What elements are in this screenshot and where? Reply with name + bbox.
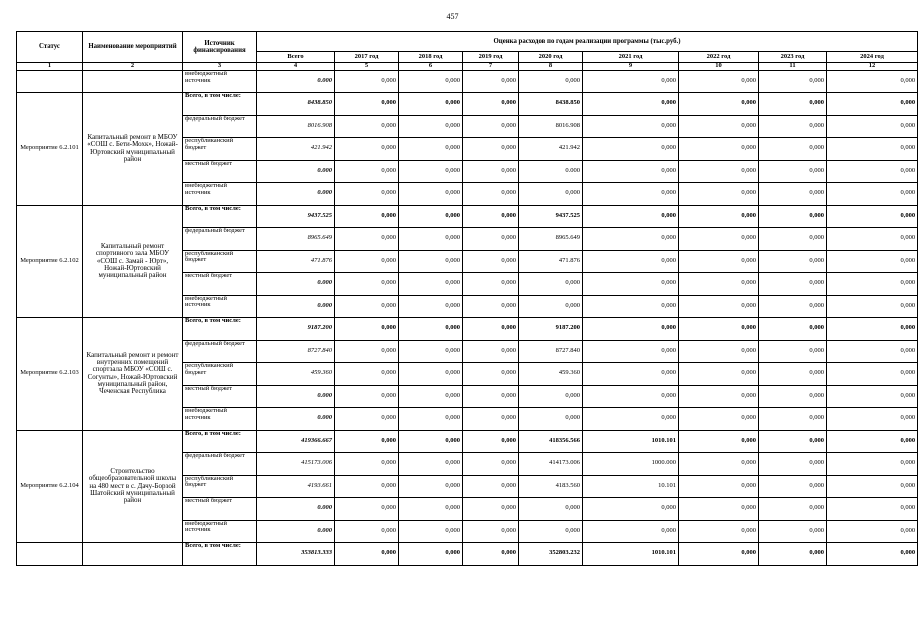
value-cell: 352803.232 [519,543,583,566]
value-cell: 0,000 [463,430,519,453]
value-cell: 0,000 [335,385,399,408]
value-cell: 0,000 [679,93,759,116]
name-header: Наименование мероприятий [83,32,183,63]
column-number: 1 [17,63,83,71]
value-cell: 0,000 [827,520,918,543]
name-cell [83,543,183,566]
year-header: 2022 год [679,52,759,63]
source-cell: местный бюджет [183,273,257,296]
value-cell: 0,000 [399,228,463,251]
value-cell: 0,000 [399,295,463,318]
value-cell: 0,000 [679,115,759,138]
value-cell: 0,000 [463,295,519,318]
value-cell: 0,000 [583,250,679,273]
value-cell: 0,000 [827,228,918,251]
measure-name-cell: Капитальный ремонт спортивного зала МБОУ «СОШ с. Замай - Юрт», Ножай-Юртовский муниципальный район [83,205,183,318]
table-row [17,543,918,566]
value-cell: 0,000 [583,340,679,363]
value-cell: 0,000 [827,430,918,453]
year-header: 2017 год [335,52,399,63]
source-cell: внебюджетный источник [183,183,257,206]
value-cell: 0,000 [463,318,519,341]
total-cell: 8016.908 [257,115,335,138]
total-cell: 4193.661 [257,475,335,498]
table-row [17,430,918,453]
column-number: 3 [183,63,257,71]
value-cell: 1010.101 [583,543,679,566]
value-cell: 0,000 [759,93,827,116]
value-cell: 1010.101 [583,430,679,453]
value-cell: 0,000 [827,295,918,318]
value-cell: 0,000 [335,71,399,93]
value-cell: 0.000 [519,160,583,183]
total-cell: 0.000 [257,295,335,318]
value-cell: 4183.560 [519,475,583,498]
source-cell: внебюджетный источник [183,295,257,318]
value-cell: 0,000 [827,475,918,498]
value-cell: 0,000 [827,183,918,206]
value-cell: 0,000 [399,408,463,431]
value-cell: 0,000 [759,363,827,386]
total-cell: 0.000 [257,520,335,543]
value-cell: 0,000 [463,138,519,161]
value-cell: 0,000 [399,498,463,521]
total-cell: 421.942 [257,138,335,161]
value-cell: 0,000 [335,115,399,138]
value-cell: 0,000 [335,543,399,566]
column-number: 8 [519,63,583,71]
value-cell: 0,000 [583,273,679,296]
value-cell: 0,000 [583,498,679,521]
value-cell: 0,000 [335,183,399,206]
value-cell: 0,000 [399,138,463,161]
value-cell: 0,000 [463,250,519,273]
value-cell: 418356.566 [519,430,583,453]
value-cell: 0,000 [759,160,827,183]
value-cell: 0,000 [679,543,759,566]
value-cell: 0,000 [827,318,918,341]
source-cell: республиканский бюджет [183,250,257,273]
value-cell: 0,000 [399,250,463,273]
value-cell: 0,000 [463,273,519,296]
value-cell: 0,000 [827,408,918,431]
value-cell: 9437.525 [519,205,583,228]
value-cell: 0,000 [335,430,399,453]
value-cell: 0,000 [583,385,679,408]
value-cell: 0,000 [399,273,463,296]
source-cell: федеральный бюджет [183,115,257,138]
total-cell: 459.360 [257,363,335,386]
total-cell: 0.000 [257,385,335,408]
year-header: 2019 год [463,52,519,63]
header-row [17,32,918,52]
value-cell: 0,000 [827,543,918,566]
value-cell: 0,000 [463,453,519,476]
value-cell: 0,000 [759,498,827,521]
total-cell: 9437.525 [257,205,335,228]
value-cell: 0,000 [583,520,679,543]
value-cell: 0,000 [759,453,827,476]
value-cell: 0,000 [827,385,918,408]
value-cell: 0,000 [519,408,583,431]
total-cell: 0.000 [257,183,335,206]
value-cell: 0,000 [399,543,463,566]
value-cell: 0,000 [583,363,679,386]
value-cell: 0,000 [583,408,679,431]
total-cell: 353813.333 [257,543,335,566]
source-cell: Всего, в том числе: [183,318,257,341]
value-cell: 0,000 [827,71,918,93]
source-cell: республиканский бюджет [183,475,257,498]
value-cell: 0,000 [679,385,759,408]
column-number: 4 [257,63,335,71]
page-number: 457 [446,12,459,21]
value-cell: 0,000 [679,71,759,93]
value-cell: 0,000 [583,115,679,138]
source-cell: местный бюджет [183,160,257,183]
value-cell: 0,000 [399,363,463,386]
value-cell: 0,000 [399,430,463,453]
source-cell: Всего, в том числе: [183,430,257,453]
source-cell: федеральный бюджет [183,228,257,251]
value-cell: 0,000 [759,250,827,273]
column-number: 12 [827,63,918,71]
value-cell: 0,000 [399,71,463,93]
source-cell: Всего, в том числе: [183,93,257,116]
value-cell: 0,000 [399,520,463,543]
value-cell: 0,000 [679,273,759,296]
value-cell: 0,000 [583,71,679,93]
year-header: 2023 год [759,52,827,63]
value-cell: 0,000 [463,408,519,431]
value-cell: 0,000 [759,295,827,318]
value-cell: 0,000 [519,71,583,93]
value-cell: 0,000 [827,160,918,183]
value-cell: 0,000 [463,385,519,408]
column-number: 9 [583,63,679,71]
value-cell: 0,000 [399,205,463,228]
value-cell: 0,000 [679,318,759,341]
value-cell: 0,000 [399,160,463,183]
total-cell: 471.876 [257,250,335,273]
column-number: 6 [399,63,463,71]
value-cell: 0,000 [583,205,679,228]
value-cell: 0,000 [679,295,759,318]
table-row [17,318,918,341]
value-cell: 8727.840 [519,340,583,363]
value-cell: 0,000 [335,318,399,341]
value-cell: 0,000 [463,115,519,138]
value-cell: 0,000 [679,183,759,206]
value-cell: 0,000 [463,71,519,93]
total-cell: 0.000 [257,498,335,521]
value-cell: 0,000 [827,340,918,363]
value-cell: 0,000 [583,93,679,116]
value-cell: 10.101 [583,475,679,498]
source-header: Источник финансирования [183,32,257,63]
column-number: 7 [463,63,519,71]
value-cell: 0,000 [399,183,463,206]
table-row [17,93,918,116]
source-cell: внебюджетный источник [183,71,257,93]
status-cell [17,543,83,566]
value-cell: 0,000 [399,475,463,498]
source-cell: местный бюджет [183,385,257,408]
value-cell: 0,000 [679,453,759,476]
total-cell: 0.000 [257,273,335,296]
value-cell: 0,000 [583,183,679,206]
value-cell: 0,000 [399,115,463,138]
source-cell: республиканский бюджет [183,138,257,161]
value-cell: 0,000 [583,138,679,161]
value-cell: 0,000 [463,543,519,566]
value-cell: 0,000 [679,475,759,498]
value-cell: 0,000 [519,385,583,408]
value-cell: 0,000 [759,543,827,566]
estimate-header: Оценка расходов по годам реализации программы (тыс.руб.) [257,32,918,52]
table-row [17,71,918,93]
total-cell: 9187.200 [257,318,335,341]
value-cell: 0,000 [759,385,827,408]
status-cell [17,71,83,93]
status-cell: Мероприятие 6.2.103 [17,318,83,431]
value-cell: 414173.006 [519,453,583,476]
total-cell: 419366.667 [257,430,335,453]
value-cell: 0,000 [335,498,399,521]
column-number: 2 [83,63,183,71]
total-cell: 8727.840 [257,340,335,363]
value-cell: 0,000 [679,340,759,363]
value-cell: 0,000 [583,228,679,251]
source-cell: республиканский бюджет [183,363,257,386]
column-number: 5 [335,63,399,71]
value-cell: 0,000 [679,205,759,228]
value-cell: 0,000 [583,160,679,183]
value-cell: 0,000 [759,430,827,453]
source-cell: местный бюджет [183,498,257,521]
value-cell: 0,000 [759,183,827,206]
value-cell: 0,000 [759,520,827,543]
value-cell: 0,000 [679,363,759,386]
value-cell: 0,000 [335,250,399,273]
column-number-row [17,63,918,71]
value-cell: 0,000 [679,228,759,251]
status-cell: Мероприятие 6.2.102 [17,205,83,318]
source-cell: Всего, в том числе: [183,205,257,228]
value-cell: 8438.850 [519,93,583,116]
value-cell: 0,000 [827,250,918,273]
total-cell: 415173.006 [257,453,335,476]
value-cell: 0,000 [583,295,679,318]
value-cell: 0,000 [335,295,399,318]
value-cell: 0,000 [827,363,918,386]
value-cell: 0,000 [679,430,759,453]
value-cell: 0,000 [399,318,463,341]
value-cell: 8016.908 [519,115,583,138]
value-cell: 0,000 [335,160,399,183]
source-cell: внебюджетный источник [183,520,257,543]
value-cell: 0,000 [463,475,519,498]
value-cell: 9187.200 [519,318,583,341]
value-cell: 0,000 [335,475,399,498]
value-cell: 0,000 [463,183,519,206]
source-cell: федеральный бюджет [183,453,257,476]
year-header: 2018 год [399,52,463,63]
value-cell: 0,000 [463,520,519,543]
column-number: 11 [759,63,827,71]
value-cell: 0,000 [759,273,827,296]
value-cell: 0,000 [463,228,519,251]
value-cell: 0,000 [463,93,519,116]
value-cell: 471.876 [519,250,583,273]
value-cell: 0,000 [519,295,583,318]
value-cell: 459.360 [519,363,583,386]
status-cell: Мероприятие 6.2.101 [17,93,83,206]
value-cell: 0,000 [335,228,399,251]
total-cell: 8438.850 [257,93,335,116]
value-cell: 0,000 [679,520,759,543]
table-body [17,71,918,566]
value-cell: 0,000 [519,520,583,543]
value-cell: 0,000 [583,318,679,341]
column-number: 10 [679,63,759,71]
measure-name-cell: Капитальный ремонт и ремонт внутренних помещений спортзала МБОУ «СОШ с. Согунты», Ножай-Юртовский муниципальный район, Чеченская Республика [83,318,183,431]
value-cell: 0,000 [827,205,918,228]
value-cell: 0,000 [519,273,583,296]
value-cell: 1000.000 [583,453,679,476]
total-cell: 8965.649 [257,228,335,251]
value-cell: 0,000 [827,115,918,138]
value-cell: 0,000 [827,93,918,116]
value-cell: 0,000 [463,498,519,521]
value-cell: 0,000 [399,385,463,408]
value-cell: 0,000 [759,205,827,228]
value-cell: 0,000 [679,250,759,273]
value-cell: 0,000 [335,453,399,476]
value-cell: 0,000 [679,138,759,161]
value-cell: 0,000 [335,363,399,386]
source-cell: Всего, в том числе: [183,543,257,566]
measure-name-cell: Строительство общеобразовательной школы на 480 мест в с. Дачу-Борзой Шатойский муниципальный район [83,430,183,543]
value-cell: 0,000 [759,340,827,363]
value-cell: 0,000 [519,183,583,206]
value-cell: 0,000 [679,498,759,521]
value-cell: 0,000 [335,138,399,161]
status-header: Статус [17,32,83,63]
value-cell: 0,000 [759,408,827,431]
value-cell: 0,000 [759,475,827,498]
value-cell: 0,000 [759,318,827,341]
table-row [17,205,918,228]
value-cell: 0,000 [399,93,463,116]
value-cell: 0,000 [335,520,399,543]
source-cell: федеральный бюджет [183,340,257,363]
value-cell: 0,000 [759,228,827,251]
value-cell: 0,000 [335,340,399,363]
total-cell: 0.000 [257,160,335,183]
status-cell: Мероприятие 6.2.104 [17,430,83,543]
value-cell: 0,000 [519,498,583,521]
value-cell: 0,000 [759,71,827,93]
value-cell: 0,000 [827,453,918,476]
total-cell: 0.000 [257,408,335,431]
value-cell: 0,000 [679,160,759,183]
year-header: 2020 год [519,52,583,63]
value-cell: 421.942 [519,138,583,161]
year-header: 2024 год [827,52,918,63]
year-header: 2021 год [583,52,679,63]
total-cell: 0.000 [257,71,335,93]
value-cell: 0,000 [463,205,519,228]
value-cell: 0,000 [335,93,399,116]
value-cell: 0,000 [335,205,399,228]
value-cell: 0,000 [827,138,918,161]
value-cell: 0,000 [827,498,918,521]
value-cell: 0,000 [463,160,519,183]
value-cell: 0,000 [463,363,519,386]
value-cell: 0,000 [759,138,827,161]
value-cell: 0,000 [335,273,399,296]
value-cell: 8965.649 [519,228,583,251]
value-cell: 0,000 [679,408,759,431]
value-cell: 0,000 [335,408,399,431]
value-cell: 0,000 [399,453,463,476]
value-cell: 0,000 [759,115,827,138]
measure-name-cell: Капитальный ремонт в МБОУ «СОШ с. Бети-Мохк», Ножай-Юртовский муниципальный район [83,93,183,206]
budget-table [16,31,918,566]
value-cell: 0,000 [399,340,463,363]
name-cell [83,71,183,93]
total-header: Всего [257,52,335,63]
value-cell: 0,000 [463,340,519,363]
value-cell: 0,000 [827,273,918,296]
source-cell: внебюджетный источник [183,408,257,431]
